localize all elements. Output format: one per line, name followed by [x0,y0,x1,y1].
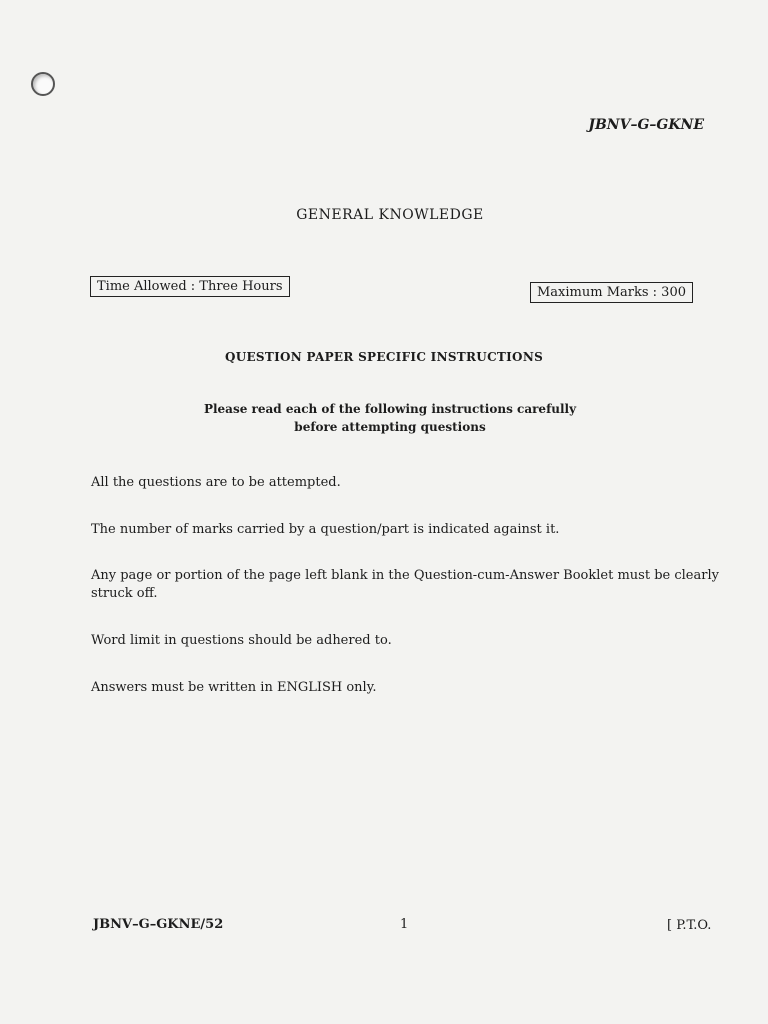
please-turn-over: [ P.T.O. [667,918,712,933]
instruction-item: Any page or portion of the page left blank in the Question-cum-Answer Booklet must be clearly struck off. [91,568,719,601]
read-carefully-note [170,400,610,436]
instruction-item: Answers must be written in ENGLISH only. [91,680,377,695]
page-number: 1 [400,917,409,932]
footer-paper-code: JBNV–G–GKNE/52 [93,917,224,932]
read-note-line-2: before attempting questions [294,420,486,434]
read-note-line-1: Please read each of the following instructions carefully [203,402,577,416]
instruction-item: Word limit in questions should be adhered to. [91,633,392,648]
paper-code: JBNV–G–GKNE [588,117,704,133]
instruction-item: All the questions are to be attempted. [91,475,341,490]
instructions-heading: QUESTION PAPER SPECIFIC INSTRUCTIONS [224,350,544,364]
instruction-item: The number of marks carried by a question/part is indicated against it. [91,522,560,537]
punch-hole [31,72,55,96]
paper-title: GENERAL KNOWLEDGE [296,207,484,223]
time-allowed-box: Time Allowed : Three Hours [90,276,290,297]
maximum-marks-box: Maximum Marks : 300 [530,282,693,303]
